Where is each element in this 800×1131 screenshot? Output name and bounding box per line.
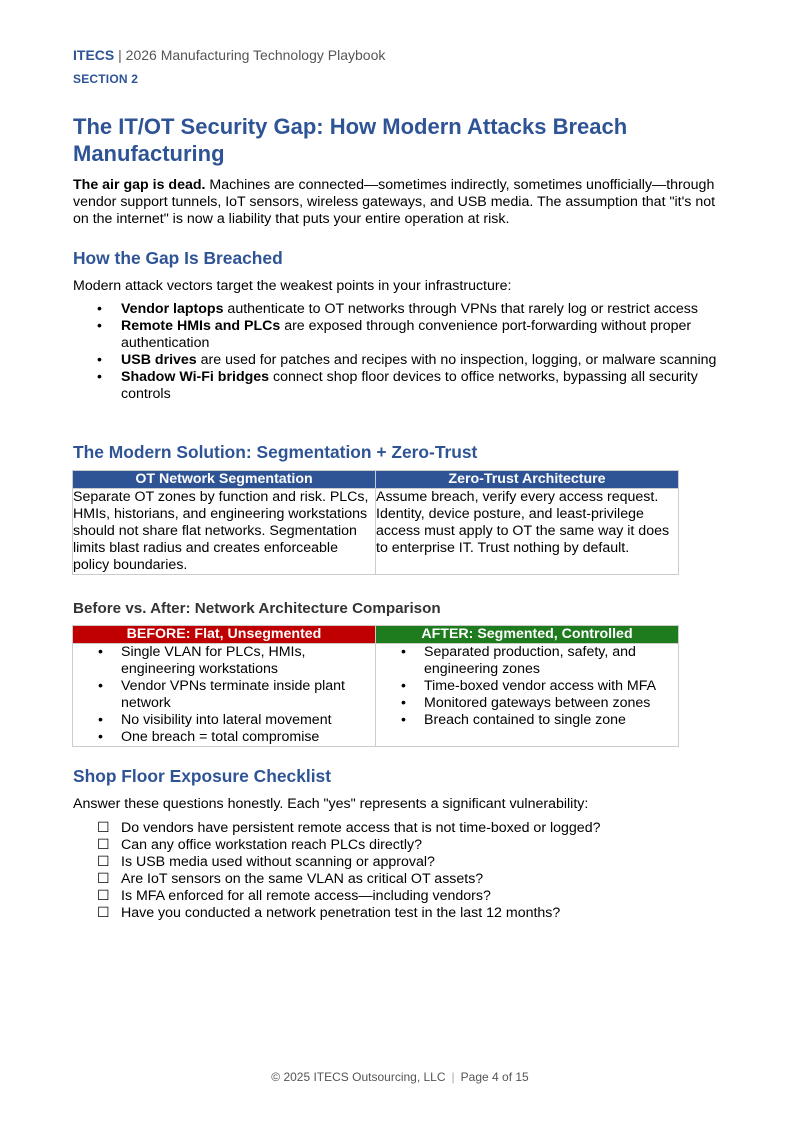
section-label: SECTION 2	[73, 72, 139, 86]
checklist-item-text: Have you conducted a network penetration test in the last 12 months?	[121, 905, 561, 921]
checklist-item	[97, 854, 600, 871]
list-item	[73, 318, 733, 352]
list-item: • No visibility into lateral movement	[73, 712, 375, 729]
list-item-bold: USB drives	[121, 352, 197, 368]
list-item	[73, 369, 733, 403]
comparison-heading: Before vs. After: Network Architecture Comparison	[73, 600, 441, 617]
solution-heading: The Modern Solution: Segmentation + Zero-Trust	[73, 442, 478, 462]
breach-heading: How the Gap Is Breached	[73, 248, 283, 268]
table-row	[73, 489, 679, 575]
before-cell	[73, 644, 376, 747]
checklist-lead: Answer these questions honestly. Each "yes" represents a significant vulnerability:	[73, 796, 589, 812]
list-item: • Single VLAN for PLCs, HMIs, engineering workstations	[73, 644, 375, 678]
checklist-item	[97, 871, 600, 888]
checkbox-icon[interactable]: ☐	[97, 905, 110, 921]
checkbox-icon[interactable]: ☐	[97, 837, 110, 853]
list-item	[73, 301, 733, 318]
list-item: • Breach contained to single zone	[376, 712, 678, 729]
list-item: • Vendor VPNs terminate inside plant network	[73, 678, 375, 712]
table-row	[73, 644, 679, 747]
list-item-text: authenticate to OT networks through VPNs that rarely log or restrict access	[223, 301, 698, 317]
list-item-bold: Remote HMIs and PLCs	[121, 318, 281, 334]
before-list	[73, 644, 375, 746]
solution-table	[72, 470, 679, 575]
checklist-heading: Shop Floor Exposure Checklist	[73, 766, 332, 786]
intro-text: Machines are connected—sometimes indirectly, sometimes unofficially—through vendor support tunnels, IoT sensors, wireless gateways, and USB media. The assumption that "it's not on the internet" is now a liability that puts your entire operation at risk.	[73, 177, 716, 227]
after-cell	[376, 644, 679, 747]
footer-page-number: Page 4 of 15	[460, 1070, 529, 1084]
comparison-table	[72, 625, 679, 747]
segmentation-cell: Separate OT zones by function and risk. PLCs, HMIs, historians, and engineering workstations should not share flat networks. Segmentation limits blast radius and creates enforceable policy boundaries.	[73, 489, 376, 575]
list-item: • Monitored gateways between zones	[376, 695, 678, 712]
list-item: • Time-boxed vendor access with MFA	[376, 678, 678, 695]
after-list	[376, 644, 678, 729]
footer-copyright: © 2025 ITECS Outsourcing, LLC	[271, 1070, 446, 1084]
checkbox-icon[interactable]: ☐	[97, 820, 110, 836]
list-item	[73, 352, 733, 369]
before-header: BEFORE: Flat, Unsegmented	[73, 626, 376, 644]
checklist-item-text: Are IoT sensors on the same VLAN as critical OT assets?	[121, 871, 484, 887]
after-header: AFTER: Segmented, Controlled	[376, 626, 679, 644]
footer-separator: |	[451, 1070, 455, 1084]
checkbox-icon[interactable]: ☐	[97, 871, 110, 887]
checklist-item	[97, 837, 600, 854]
checklist-item-text: Is MFA enforced for all remote access—including vendors?	[121, 888, 491, 904]
intro-paragraph	[73, 177, 733, 228]
running-header	[73, 47, 385, 63]
table-header-row	[73, 626, 679, 644]
list-item-text: are used for patches and recipes with no inspection, logging, or malware scanning	[196, 352, 717, 368]
page-title: The IT/OT Security Gap: How Modern Attacks Breach Manufacturing	[73, 114, 628, 166]
checklist-item-text: Do vendors have persistent remote access that is not time-boxed or logged?	[121, 820, 601, 836]
checklist-item-text: Can any office workstation reach PLCs directly?	[121, 837, 422, 853]
checklist-item	[97, 905, 600, 922]
zero-trust-header: Zero-Trust Architecture	[376, 471, 679, 489]
checkbox-icon[interactable]: ☐	[97, 888, 110, 904]
list-item-bold: Vendor laptops	[121, 301, 224, 317]
breach-lead: Modern attack vectors target the weakest points in your infrastructure:	[73, 278, 512, 294]
list-item-bold: Shadow Wi-Fi bridges	[121, 369, 270, 385]
list-item-text: are exposed through convenience port-forwarding without proper authentication	[121, 318, 692, 351]
header-title: 2026 Manufacturing Technology Playbook	[125, 47, 386, 63]
header-brand: ITECS	[73, 47, 115, 63]
checkbox-icon[interactable]: ☐	[97, 854, 110, 870]
checklist-item	[97, 888, 600, 905]
zero-trust-cell: Assume breach, verify every access request. Identity, device posture, and least-privilege access must apply to OT the same way it does to enterprise IT. Trust nothing by default.	[376, 489, 679, 575]
segmentation-header: OT Network Segmentation	[73, 471, 376, 489]
table-header-row	[73, 471, 679, 489]
page-footer	[0, 1070, 800, 1084]
breach-list	[73, 301, 733, 403]
checklist	[97, 820, 600, 922]
checklist-item-text: Is USB media used without scanning or approval?	[121, 854, 435, 870]
checklist-item	[97, 820, 600, 837]
intro-lead-bold: The air gap is dead.	[73, 177, 206, 193]
list-item: • One breach = total compromise	[73, 729, 375, 746]
header-separator: |	[114, 47, 126, 63]
list-item-text: connect shop floor devices to office networks, bypassing all security controls	[121, 369, 698, 402]
list-item: • Separated production, safety, and engineering zones	[376, 644, 678, 678]
